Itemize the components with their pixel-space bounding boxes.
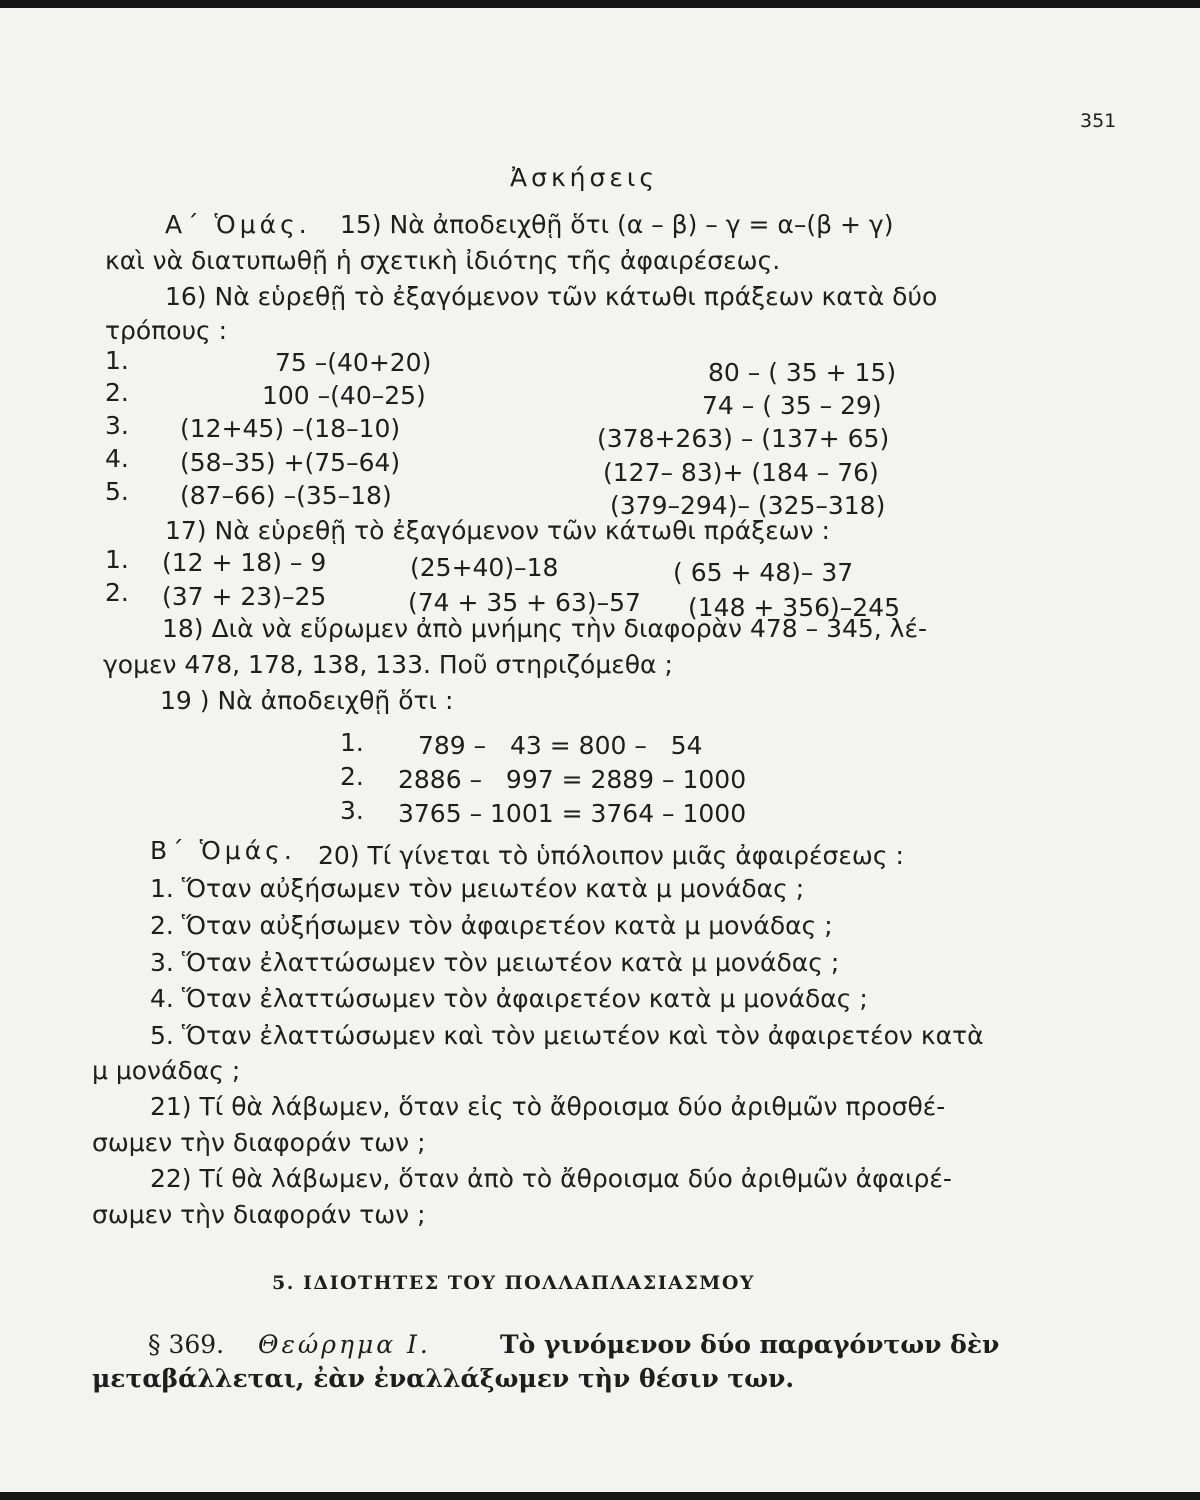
ex20-item: 4. Ὅταν ἐλαττώσωμεν τὸν ἀφαιρετέον κατὰ μ μονάδας ; bbox=[150, 984, 868, 1013]
ex16-row-left: (58–35) +(75–64) bbox=[180, 448, 401, 477]
ex17-row-number: 2. bbox=[105, 578, 129, 607]
ex19-row-equation: 3765 – 1001 = 3764 – 1000 bbox=[398, 799, 747, 828]
ex16-row-right: 74 – ( 35 – 29) bbox=[702, 391, 882, 420]
ex16-row-left: (12+45) –(18–10) bbox=[180, 414, 401, 443]
ex19-row-equation: 789 – 43 = 800 – 54 bbox=[418, 731, 703, 760]
chapter-heading: 5. ΙΔΙΟΤΗΤΕΣ ΤΟΥ ΠΟΛΛΑΠΛΑΣΙΑΣΜΟΥ bbox=[272, 1272, 755, 1294]
ex16-row-number: 1. bbox=[105, 346, 129, 375]
ex16-row-right: 80 – ( 35 + 15) bbox=[708, 358, 897, 387]
ex16-row-number: 4. bbox=[105, 444, 129, 473]
bottom-scan-edge bbox=[0, 1492, 1200, 1500]
ex20-item: 3. Ὅταν ἐλαττώσωμεν τὸν μειωτέον κατὰ μ μονάδας ; bbox=[150, 948, 840, 977]
exercise-20-line1: 20) Τί γίνεται τὸ ὑπόλοιπον μιᾶς ἀφαιρέσεως : bbox=[318, 841, 904, 870]
book-page bbox=[0, 8, 1200, 1492]
exercise-16-line2: τρόπους : bbox=[105, 316, 228, 345]
ex16-row-number: 3. bbox=[105, 411, 129, 440]
ex19-row-number: 2. bbox=[340, 762, 364, 791]
exercise-17-line1: 17) Νὰ εὑρεθῇ τὸ ἐξαγόμενον τῶν κάτωθι πράξεων : bbox=[165, 516, 830, 545]
exercise-22-line1: 22) Τί θὰ λάβωμεν, ὅταν ἀπὸ τὸ ἄθροισμα δύο ἀριθμῶν ἀφαιρέ- bbox=[150, 1164, 952, 1193]
ex16-row-number: 5. bbox=[105, 477, 129, 506]
exercise-15-line1: 15) Νὰ ἀποδειχθῇ ὅτι (α – β) – γ = α–(β + γ) bbox=[340, 210, 894, 239]
ex16-row-right: (127– 83)+ (184 – 76) bbox=[603, 458, 879, 487]
ex20-item: 5. Ὅταν ἐλαττώσωμεν καὶ τὸν μειωτέον καὶ τὸν ἀφαιρετέον κατὰ bbox=[150, 1021, 984, 1050]
ex20-item-continuation: μ μονάδας ; bbox=[92, 1056, 241, 1085]
ex16-row-left: 75 –(40+20) bbox=[275, 348, 432, 377]
ex17-row-col-c: (148 + 356)–245 bbox=[688, 593, 900, 622]
exercise-18-line2: γομεν 478, 178, 138, 133. Ποῦ στηριζόμεθα ; bbox=[103, 650, 673, 679]
ex17-row-col-a: (37 + 23)–25 bbox=[162, 582, 327, 611]
theorem-text-line1: Τὸ γινόμενον δύο παραγόντων δὲν bbox=[500, 1330, 1000, 1359]
exercise-19-line1: 19 ) Νὰ ἀποδειχθῇ ὅτι : bbox=[160, 686, 454, 715]
group-b-label: Β΄ Ὁμάς. bbox=[150, 836, 296, 865]
theorem-name: Θεώρημα Ι. bbox=[258, 1330, 431, 1359]
ex16-row-right: (379–294)– (325–318) bbox=[610, 491, 886, 520]
ex17-row-col-a: (12 + 18) – 9 bbox=[162, 548, 327, 577]
theorem-number: § 369. bbox=[148, 1330, 225, 1359]
exercise-21-line1: 21) Τί θὰ λάβωμεν, ὅταν εἰς τὸ ἄθροισμα δύο ἀριθμῶν προσθέ- bbox=[150, 1092, 946, 1121]
ex17-row-col-b: (25+40)–18 bbox=[410, 553, 559, 582]
exercise-22-line2: σωμεν τὴν διαφοράν των ; bbox=[92, 1200, 426, 1229]
ex17-row-number: 1. bbox=[105, 545, 129, 574]
group-a-label: Α΄ Ὁμάς. bbox=[165, 210, 311, 239]
page-number: 351 bbox=[1080, 110, 1117, 132]
ex19-row-equation: 2886 – 997 = 2889 – 1000 bbox=[398, 765, 747, 794]
ex16-row-number: 2. bbox=[105, 378, 129, 407]
theorem-text-line2: μεταβάλλεται, ἐὰν ἐναλλάξωμεν τὴν θέσιν των. bbox=[92, 1364, 795, 1393]
ex20-item: 2. Ὅταν αὐξήσωμεν τὸν ἀφαιρετέον κατὰ μ μονάδας ; bbox=[150, 911, 833, 940]
ex16-row-left: 100 –(40–25) bbox=[262, 381, 426, 410]
exercise-18-line1: 18) Διὰ νὰ εὕρωμεν ἀπὸ μνήμης τὴν διαφορὰν 478 – 345, λέ- bbox=[162, 614, 928, 643]
ex19-row-number: 1. bbox=[340, 728, 364, 757]
ex17-row-col-c: ( 65 + 48)– 37 bbox=[673, 558, 854, 587]
ex20-item: 1. Ὅταν αὐξήσωμεν τὸν μειωτέον κατὰ μ μονάδας ; bbox=[150, 874, 805, 903]
exercise-15-line2: καὶ νὰ διατυπωθῇ ἡ σχετικὴ ἰδιότης τῆς ἀφαιρέσεως. bbox=[105, 246, 781, 275]
ex19-row-number: 3. bbox=[340, 796, 364, 825]
section-title: Ἀσκήσεις bbox=[510, 163, 659, 192]
exercise-21-line2: σωμεν τὴν διαφοράν των ; bbox=[92, 1128, 426, 1157]
ex16-row-left: (87–66) –(35–18) bbox=[180, 481, 392, 510]
ex16-row-right: (378+263) – (137+ 65) bbox=[597, 424, 890, 453]
top-scan-edge bbox=[0, 0, 1200, 8]
ex17-row-col-b: (74 + 35 + 63)–57 bbox=[408, 588, 641, 617]
exercise-16-line1: 16) Νὰ εὑρεθῇ τὸ ἐξαγόμενον τῶν κάτωθι πράξεων κατὰ δύο bbox=[165, 282, 938, 311]
